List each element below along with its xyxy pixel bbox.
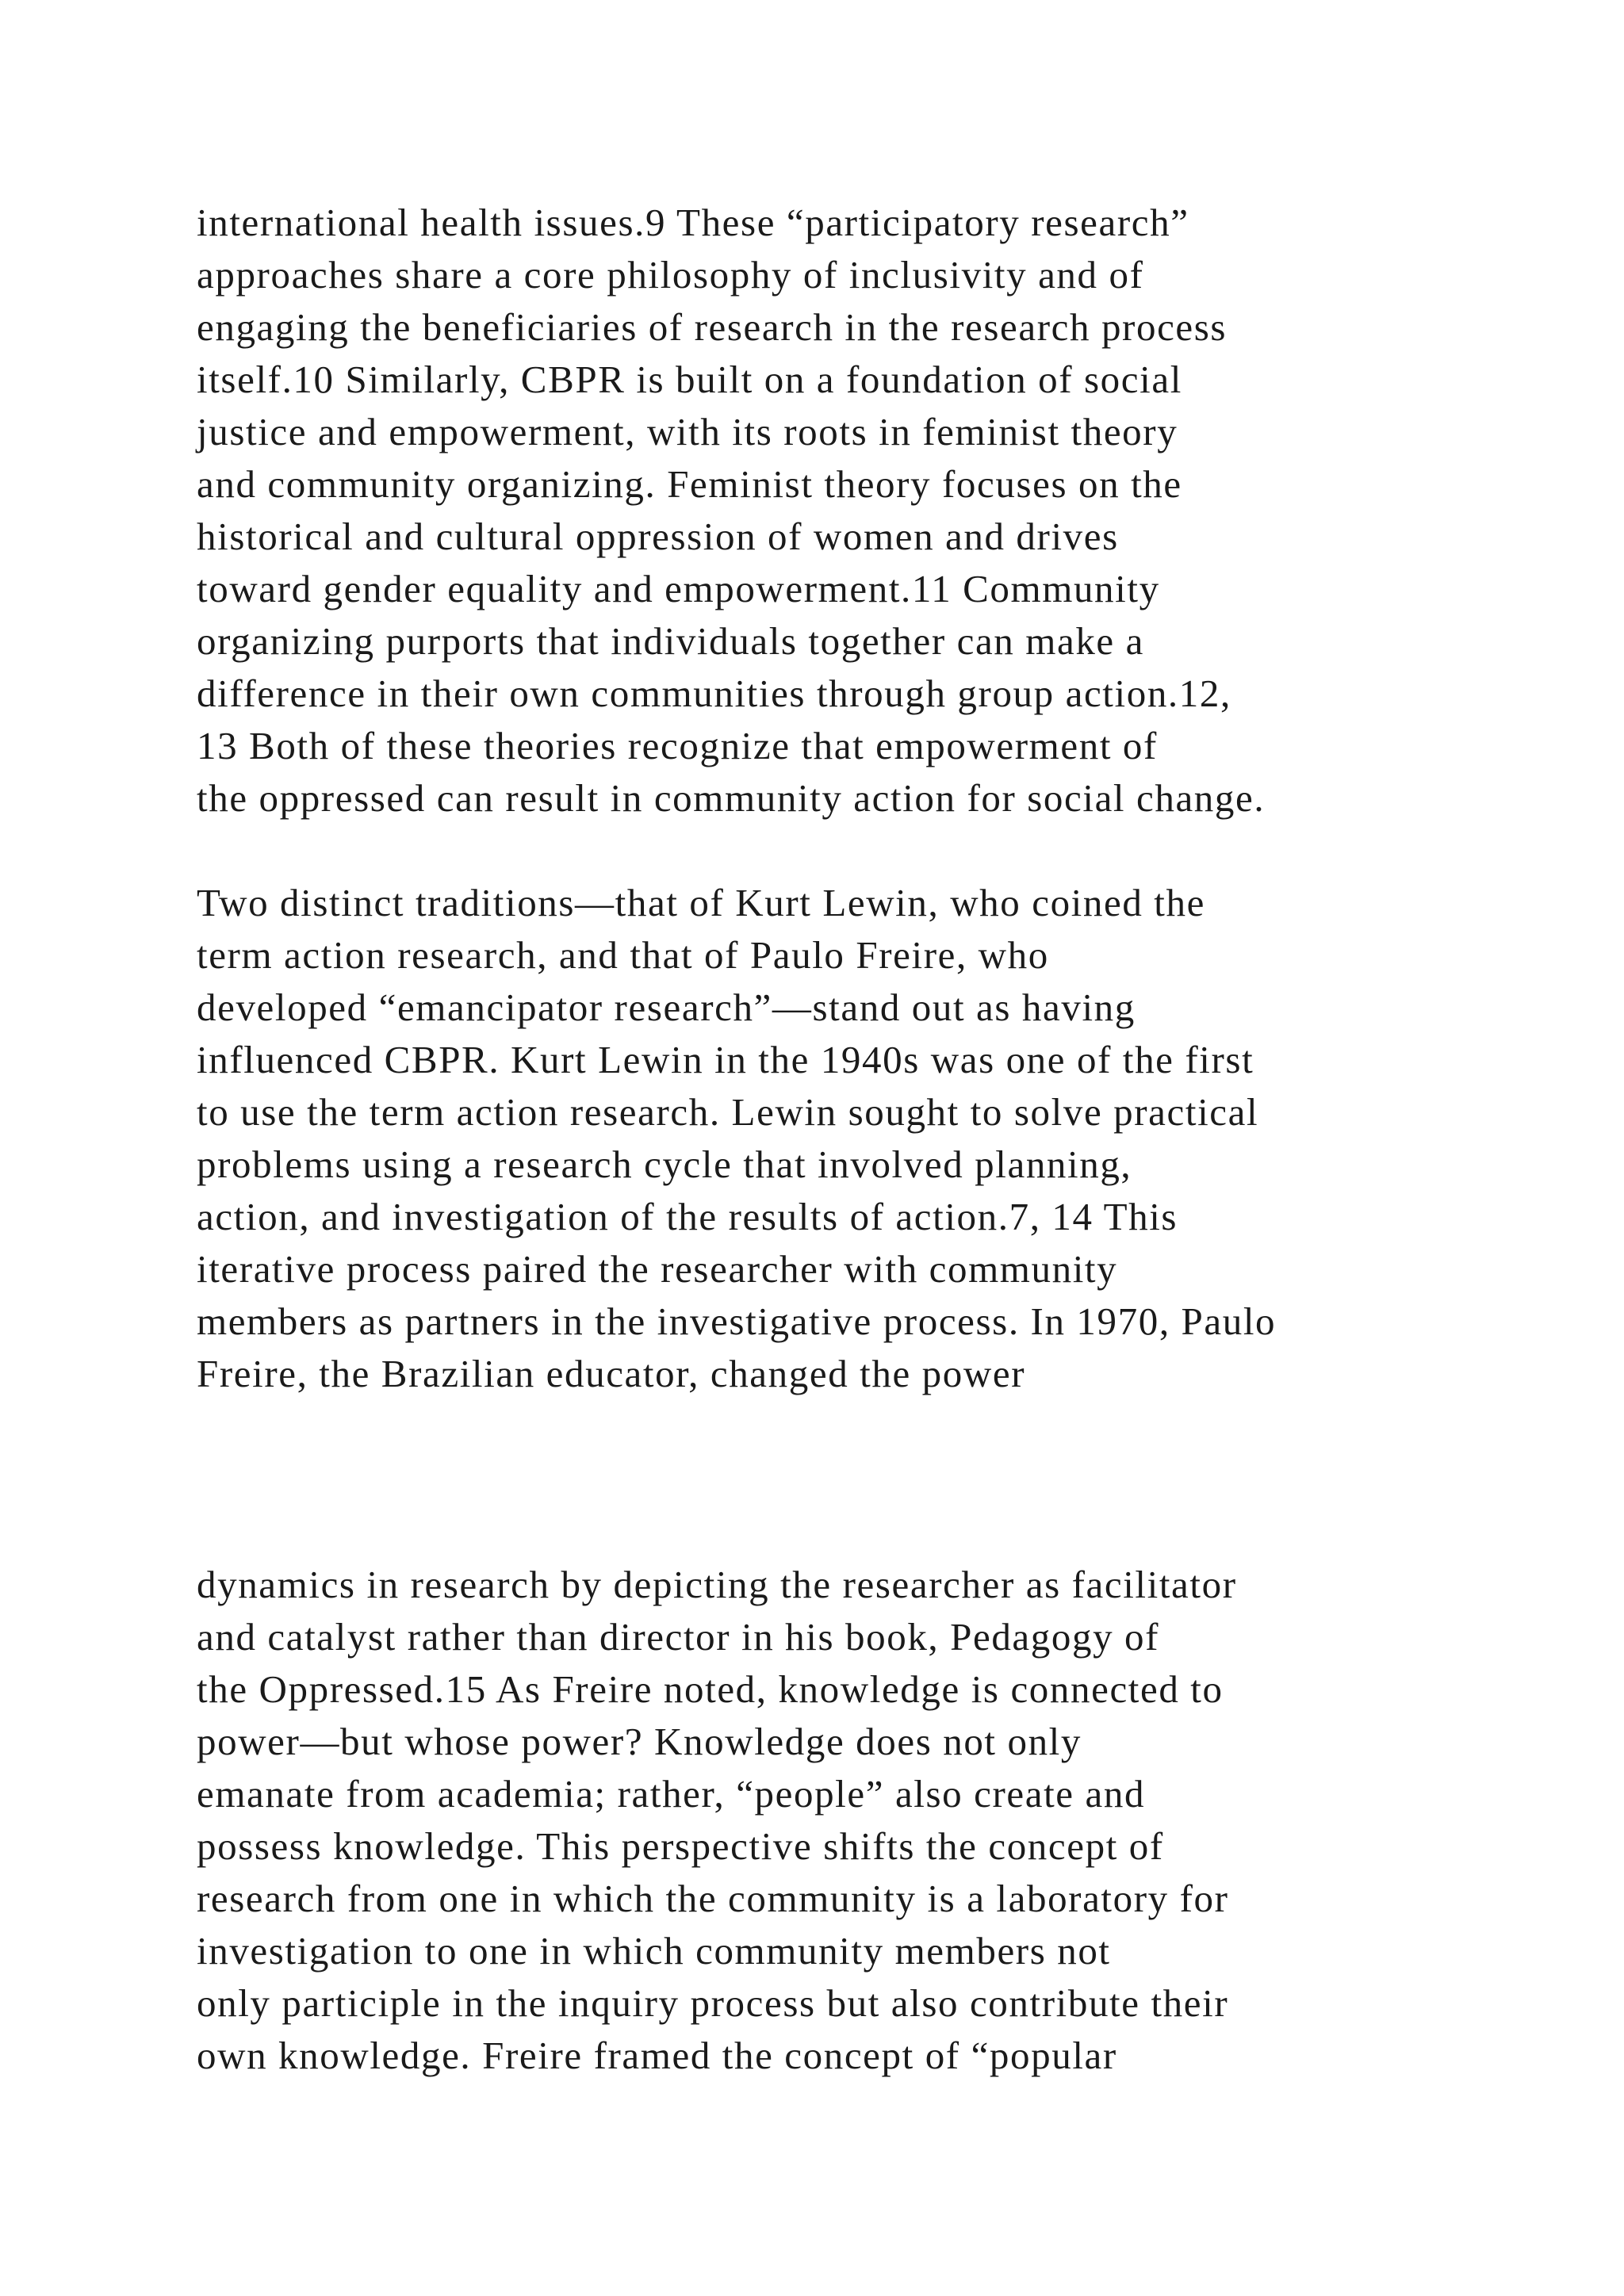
- text-line: possess knowledge. This perspective shifts the concept of: [197, 1824, 1164, 1868]
- text-line: power—but whose power? Knowledge does not only: [197, 1720, 1082, 1763]
- text-line: historical and cultural oppression of women and drives: [197, 515, 1119, 558]
- text-line: dynamics in research by depicting the researcher as facilitator: [197, 1563, 1237, 1606]
- text-line: term action research, and that of Paulo Freire, who: [197, 933, 1049, 977]
- text-line: itself.10 Similarly, CBPR is built on a foundation of social: [197, 358, 1182, 401]
- text-line: own knowledge. Freire framed the concept of “popular: [197, 2034, 1117, 2077]
- text-line: to use the term action research. Lewin sought to solve practical: [197, 1090, 1259, 1134]
- text-line: the Oppressed.15 As Freire noted, knowledge is connected to: [197, 1667, 1224, 1711]
- text-line: only participle in the inquiry process but also contribute their: [197, 1981, 1229, 2025]
- text-line: Freire, the Brazilian educator, changed the power: [197, 1352, 1026, 1395]
- text-line: developed “emancipator research”—stand out as having: [197, 985, 1136, 1029]
- text-line: toward gender equality and empowerment.11 Community: [197, 567, 1160, 610]
- paragraph-3: [197, 1559, 1608, 2082]
- text-line: emanate from academia; rather, “people” also create and: [197, 1772, 1146, 1816]
- text-line: iterative process paired the researcher with community: [197, 1247, 1118, 1291]
- text-line: investigation to one in which community members not: [197, 1929, 1111, 1973]
- text-line: action, and investigation of the results of action.7, 14 This: [197, 1195, 1178, 1238]
- text-line: Two distinct traditions—that of Kurt Lewin, who coined the: [197, 881, 1205, 924]
- text-line: and catalyst rather than director in his book, Pedagogy of: [197, 1615, 1160, 1659]
- paragraph-1: [197, 197, 1608, 825]
- text-line: organizing purports that individuals together can make a: [197, 619, 1144, 663]
- text-line: approaches share a core philosophy of inclusivity and of: [197, 253, 1144, 297]
- text-line: influenced CBPR. Kurt Lewin in the 1940s was one of the first: [197, 1038, 1254, 1081]
- paragraph-2: [197, 877, 1608, 1400]
- text-line: members as partners in the investigative process. In 1970, Paulo: [197, 1299, 1277, 1343]
- text-line: and community organizing. Feminist theory focuses on the: [197, 462, 1182, 506]
- text-line: difference in their own communities through group action.12,: [197, 672, 1231, 715]
- text-line: international health issues.9 These “participatory research”: [197, 201, 1189, 244]
- text-line: engaging the beneficiaries of research in the research process: [197, 305, 1228, 349]
- text-line: problems using a research cycle that involved planning,: [197, 1142, 1132, 1186]
- text-line: justice and empowerment, with its roots in feminist theory: [197, 410, 1178, 453]
- text-line: the oppressed can result in community action for social change.: [197, 776, 1266, 820]
- text-line: 13 Both of these theories recognize that empowerment of: [197, 724, 1158, 767]
- text-line: research from one in which the community is a laboratory for: [197, 1877, 1229, 1920]
